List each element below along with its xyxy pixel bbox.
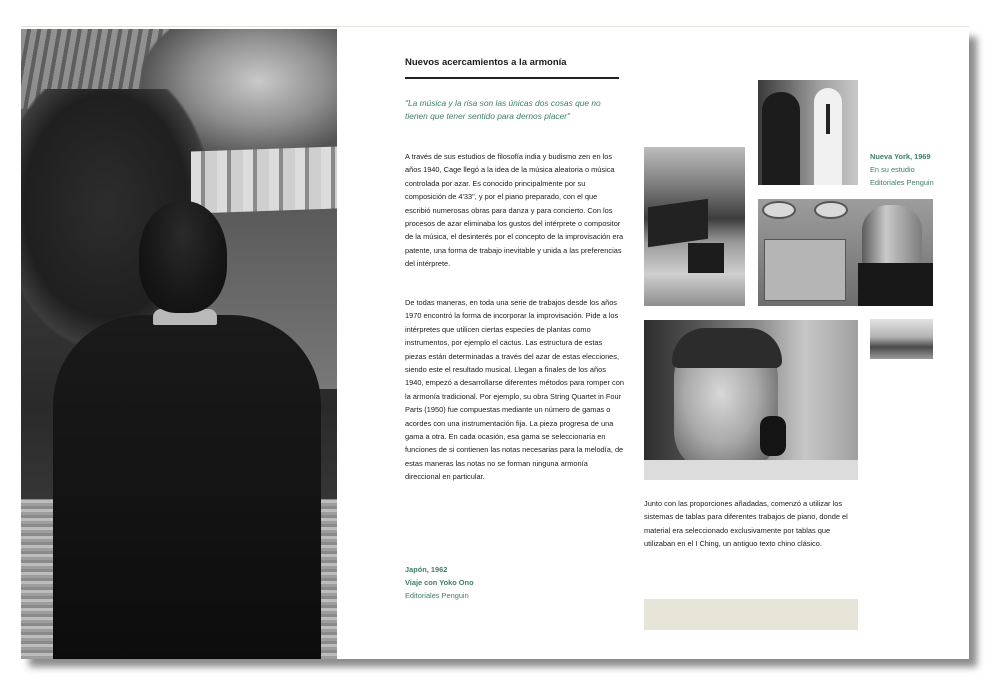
caption-japan-credit: Editoriales Penguin <box>405 591 469 601</box>
pull-quote: "La música y la risa son las únicas dos cosas que no tienen que tener sentido para dernos placer" <box>405 98 601 122</box>
photo-tape-machine <box>758 199 933 306</box>
photo-handshake <box>758 80 858 185</box>
caption-japan-desc: Viaje con Yoko Ono <box>405 578 474 588</box>
heading-divider <box>405 77 619 79</box>
photo-man-in-garden <box>21 29 337 659</box>
caption-new-york <box>870 150 934 190</box>
caption-ny-place: Nueva York, 1969 <box>870 152 931 161</box>
caption-ny-credit: Editoriales Penguin <box>870 178 934 188</box>
body-paragraph-3: Junto con las proporciones añadadas, comenzó a utilizar los sistemas de tablas para diferentes trabajos de piano, donde el material era seleccionado exclusivamente por tablas que utilizaban en el I Ching, un antiguo texto chino clásico. <box>644 499 848 549</box>
photo-small-equipment <box>870 319 933 359</box>
article-heading: Nuevos acercamientos a la armonía <box>405 57 567 68</box>
caption-japan <box>405 563 474 603</box>
caption-japan-place: Japón, 1962 <box>405 565 448 574</box>
color-block <box>644 599 858 630</box>
body-paragraph-2: De todas maneras, en toda una serie de trabajos desde los años 1970 encontró la forma de incorporar la improvisación. Pide a los intérpretes que utilicen ciertas especies de plantas como instrumentos, por ejemplo el cactus. Las estructura de estas piezas están determinadas a través del azar de estas elecciones, siendo este el resultado musical. Llegan a finales de los años 1940, empezó a desarrollarse diferentes métodos para romper con la armonía tradicional. Por ejemplo, su obra String Quartet in Four Parts (1950) fue compuestas mediante un número de gamas o acordes con una instrumentación fija. La pieza progresa de una gama a otra. En cada ocasión, esa gama se seleccionaría en funciones de si contienen las notas necesarias para la melodía, de estas maneras las notas no se forman ninguna armonía direccional en particular. <box>405 298 624 482</box>
photo-man-on-phone <box>644 320 858 480</box>
page-top-edge <box>21 26 969 27</box>
caption-ny-desc: En su estudio <box>870 165 915 175</box>
body-paragraph-1: A través de sus estudios de filosofía india y budismo zen en los años 1940, Cage llegó a la idea de la música aleatoria o música controlada por azar. Es conocido principalmente por su composición de 4'33", y por el piano preparado, con el que escribió numerosas obras para danza y para concierto. Con los procesos de azar eliminaba los gustos del intérprete o compositor de la música, el desinterés por el concepto de la improvisación era patente, una forma de trabajo inevitable y unida a las preferencias del intérprete. <box>405 152 624 269</box>
photo-studio-piano <box>644 147 745 306</box>
